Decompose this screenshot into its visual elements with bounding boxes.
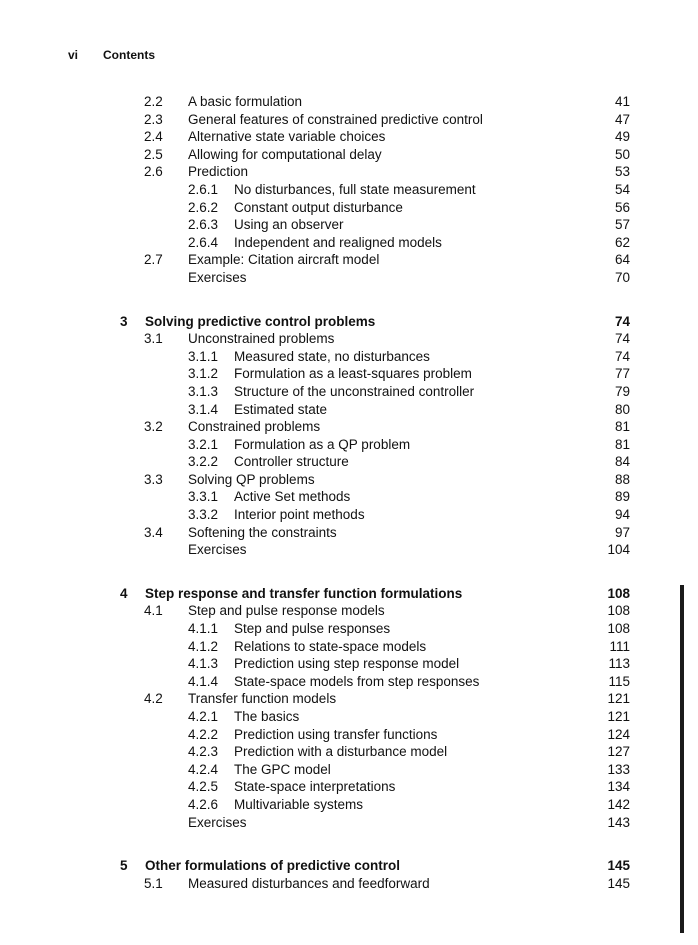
toc-title: State-space interpretations [234,779,396,795]
toc-section [0,875,698,893]
toc-page-number: 121 [607,709,630,724]
toc-subsection [0,436,698,454]
toc-title: Softening the constraints [188,524,337,540]
toc-title: Measured state, no disturbances [234,348,430,364]
toc-number: 2.7 [144,252,163,268]
toc-title: Exercises [188,542,247,558]
toc-number: 4.1.4 [188,673,219,689]
toc-page-number: 62 [614,234,630,250]
toc-number: 4.2.4 [188,761,219,777]
toc-title: Using an observer [234,217,344,233]
toc-subsection [0,383,698,401]
toc-number: 3 [120,313,128,329]
toc-subsection [0,796,698,814]
toc-number: 4 [120,585,128,601]
toc-exercises [0,269,698,287]
toc-section [0,330,698,348]
page-number: vi [68,48,79,62]
toc-page-number: 49 [614,129,630,145]
toc-number: 3.3 [144,471,163,487]
toc-title: Interior point methods [234,507,365,523]
toc-subsection [0,655,698,673]
toc-title: Exercises [188,814,247,830]
toc-title: Constrained problems [188,419,321,435]
toc-page-number: 74 [614,348,630,364]
toc-page-number: 142 [607,796,630,812]
toc-page-number: 41 [614,94,630,109]
toc-page-number: 54 [614,181,630,197]
toc-number: 2.4 [144,129,163,145]
toc-subsection [0,181,698,199]
toc-page-number: 124 [607,726,630,742]
toc-title: Step and pulse responses [234,621,391,637]
toc-page-number: 57 [614,217,630,233]
toc-title: Transfer function models [188,691,337,707]
toc-title: Prediction using step response model [234,656,460,672]
toc-page-number: 88 [614,471,630,487]
toc-page-number: 145 [607,875,630,891]
toc-number: 4.1.1 [188,621,219,637]
toc-section [0,690,698,708]
toc-number: 2.6.3 [188,217,219,233]
toc-page-number: 133 [607,761,630,777]
toc-page-number: 50 [614,146,630,162]
toc-subsection [0,348,698,366]
toc-number: 4.1 [144,603,163,619]
toc-section [0,128,698,146]
toc-page-number: 80 [614,401,630,417]
toc-page-number: 89 [614,489,630,505]
toc-number: 4.2.5 [188,779,219,795]
toc-number: 2.6 [144,164,163,180]
toc-title: Formulation as a QP problem [234,436,411,452]
toc-section [0,93,698,111]
toc-page-number: 64 [614,252,630,268]
toc-number: 3.3.1 [188,489,219,505]
margin-change-bar [680,585,684,933]
toc-title: Step response and transfer function formulations [145,585,463,601]
toc-title: Independent and realigned models [234,234,442,250]
toc-title: No disturbances, full state measurement [234,181,476,197]
toc-title: A basic formulation [188,94,303,109]
toc-subsection [0,199,698,217]
toc-title: Step and pulse response models [188,603,385,619]
toc-number: 3.2 [144,419,163,435]
toc-page-number: 74 [614,331,630,347]
toc-title: Multivariable systems [234,796,364,812]
toc-number: 2.6.1 [188,181,219,197]
toc-page-number: 47 [614,111,630,127]
toc-number: 3.2.1 [188,436,219,452]
toc-page-number: 84 [614,454,630,470]
running-header [68,48,155,62]
toc-subsection [0,453,698,471]
toc-chapter [0,585,698,603]
toc-title: Example: Citation aircraft model [188,252,380,268]
toc-subsection [0,401,698,419]
toc-page-number: 53 [614,164,630,180]
running-title: Contents [103,48,155,62]
toc-subsection [0,216,698,234]
toc-page-number: 127 [607,744,630,760]
toc-title: General features of constrained predictive control [188,111,483,127]
toc-subsection [0,708,698,726]
toc-number: 4.1.3 [188,656,219,672]
toc-subsection [0,620,698,638]
toc-number: 4.2 [144,691,163,707]
toc-title: Solving QP problems [188,471,315,487]
toc-subsection [0,638,698,656]
toc-subsection [0,761,698,779]
toc-subsection [0,673,698,691]
toc-section [0,251,698,269]
toc-title: State-space models from step responses [234,673,480,689]
toc-subsection [0,726,698,744]
toc-page-number: 108 [607,603,630,619]
toc-page-number: 111 [609,638,630,654]
toc-chapter [0,313,698,331]
toc-section [0,146,698,164]
toc-number: 4.2.1 [188,709,219,724]
toc-title: Prediction with a disturbance model [234,744,448,760]
toc-subsection [0,365,698,383]
toc-section [0,524,698,542]
toc-title: Estimated state [234,401,328,417]
toc-title: Other formulations of predictive control [145,858,401,874]
toc-page-number: 94 [614,507,630,523]
toc-title: Solving predictive control problems [145,313,376,329]
toc-title: The GPC model [234,761,331,777]
toc-title: Active Set methods [234,489,351,505]
toc-title: Constant output disturbance [234,199,403,215]
toc-section [0,111,698,129]
toc-number: 4.1.2 [188,638,219,654]
toc-subsection [0,234,698,252]
toc-page-number: 70 [614,269,630,285]
toc-number: 3.1.1 [188,348,219,364]
toc-section [0,163,698,181]
toc-page-number: 81 [614,419,630,435]
toc-page-number: 77 [614,366,630,382]
toc-title: The basics [234,709,300,724]
toc-subsection [0,488,698,506]
toc-number: 5.1 [144,875,163,891]
toc-number: 3.3.2 [188,507,219,523]
toc-title: Allowing for computational delay [188,146,382,162]
toc-chapter [0,857,698,875]
toc-section [0,418,698,436]
toc-page-number: 145 [607,858,630,874]
toc-title: Prediction using transfer functions [234,726,438,742]
toc-subsection [0,778,698,796]
toc-number: 3.1 [144,331,163,347]
toc-title: Exercises [188,269,247,285]
toc-page-number: 104 [607,542,630,558]
toc-number: 3.2.2 [188,454,219,470]
toc-section [0,471,698,489]
toc-page-number: 113 [608,656,630,672]
toc-number: 3.4 [144,524,163,540]
toc-title: Alternative state variable choices [188,129,386,145]
toc-page-number: 108 [607,621,630,637]
toc-title: Prediction [188,164,249,180]
toc-number: 3.1.4 [188,401,219,417]
toc-page-number: 74 [614,313,630,329]
toc-title: Unconstrained problems [188,331,335,347]
toc-number: 2.5 [144,146,163,162]
toc-title: Relations to state-space models [234,638,427,654]
toc-subsection [0,743,698,761]
toc-number: 3.1.2 [188,366,219,382]
toc-exercises [0,541,698,559]
toc-page-number: 134 [607,779,630,795]
toc-subsection [0,506,698,524]
table-of-contents [0,93,698,892]
toc-gap [0,831,698,857]
toc-number: 4.2.2 [188,726,219,742]
toc-page-number: 79 [614,383,630,399]
toc-page-number: 115 [608,673,630,689]
toc-page-number: 97 [614,524,630,540]
toc-number: 4.2.6 [188,796,219,812]
toc-title: Controller structure [234,454,349,470]
toc-title: Formulation as a least-squares problem [234,366,472,382]
toc-number: 5 [120,858,128,874]
toc-page-number: 121 [607,691,630,707]
toc-page-number: 143 [607,814,630,830]
toc-number: 3.1.3 [188,383,219,399]
toc-number: 2.6.2 [188,199,219,215]
toc-page-number: 108 [607,585,630,601]
toc-page-number: 56 [614,199,630,215]
toc-title: Measured disturbances and feedforward [188,875,430,891]
toc-exercises [0,814,698,832]
toc-title: Structure of the unconstrained controller [234,383,475,399]
toc-number: 2.6.4 [188,234,219,250]
toc-gap [0,559,698,585]
toc-section [0,602,698,620]
toc-number: 2.2 [144,94,163,109]
toc-page-number: 81 [614,436,630,452]
toc-number: 4.2.3 [188,744,219,760]
toc-number: 2.3 [144,111,163,127]
toc-gap [0,287,698,313]
